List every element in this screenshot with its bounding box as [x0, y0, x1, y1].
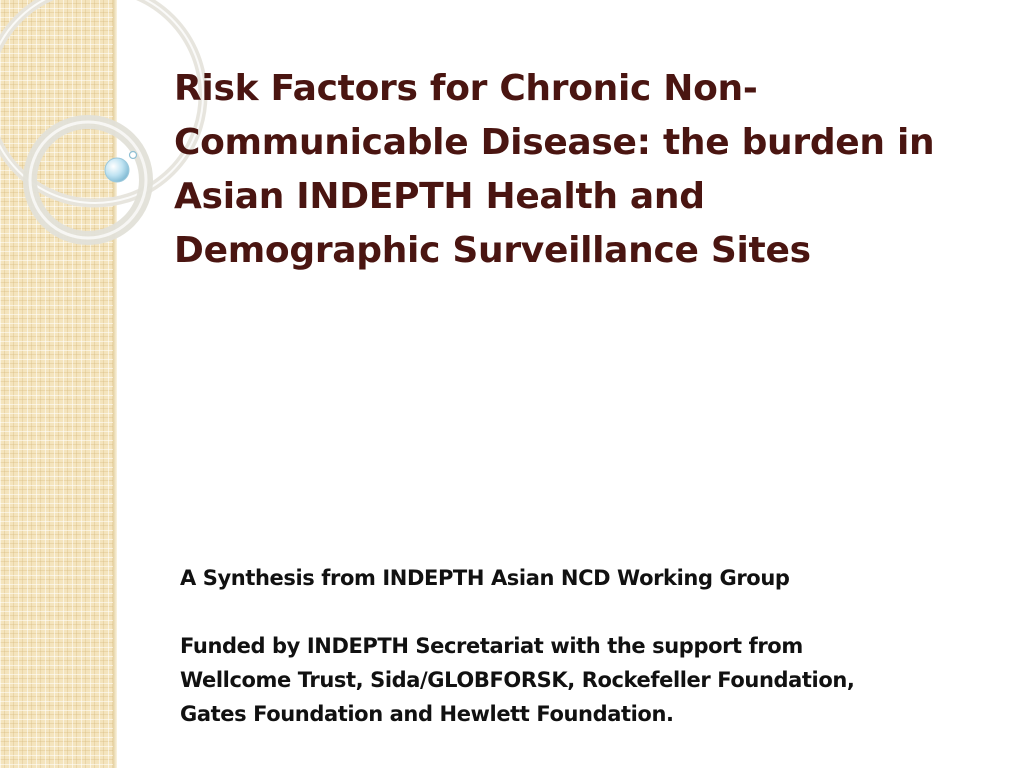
tiny-bubble	[130, 152, 137, 159]
title-line: Communicable Disease: the burden in	[174, 122, 935, 163]
slide-title	[174, 62, 994, 278]
funding-line: Funded by INDEPTH Secretariat with the support from	[180, 634, 803, 658]
funding-line: Wellcome Trust, Sida/GLOBFORSK, Rockefeller Foundation,	[180, 668, 855, 692]
funding-line: Gates Foundation and Hewlett Foundation.	[180, 702, 674, 726]
synthesis-line: A Synthesis from INDEPTH Asian NCD Working Group	[180, 566, 790, 590]
subtitle-block	[180, 561, 990, 731]
blue-bubble	[105, 158, 129, 182]
title-line: Risk Factors for Chronic Non-	[174, 68, 758, 109]
title-line: Demographic Surveillance Sites	[174, 230, 811, 271]
spacer	[180, 595, 990, 629]
title-line: Asian INDEPTH Health and	[174, 176, 705, 217]
small-ring-highlight	[30, 122, 146, 238]
